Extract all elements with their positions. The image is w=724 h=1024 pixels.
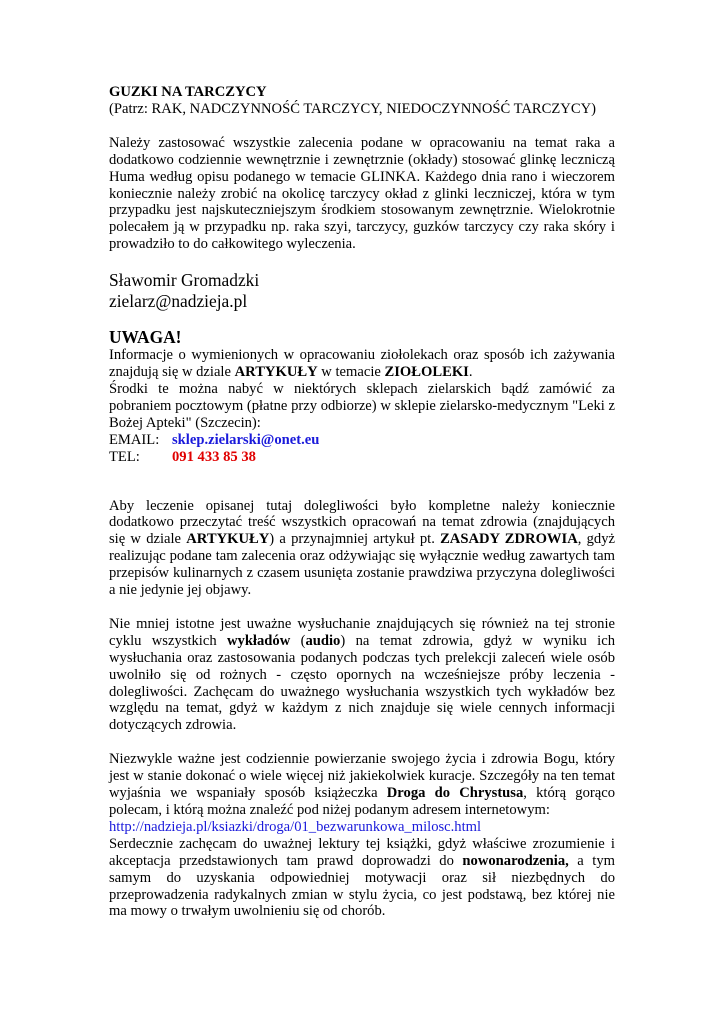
tel-row [109,449,615,466]
notice-heading: UWAGA! [109,327,182,348]
see-also-line: (Patrz: RAK, NADCZYNNOŚĆ TARCZYCY, NIEDOCZYNNOŚĆ TARCZYCY) [109,100,596,117]
herbal-topic-text: ZIOŁOLEKI [384,364,469,381]
author-name: Sławomir Gromadzki [109,270,260,291]
document-page [109,84,615,920]
intro-paragraph: Należy zastosować wszystkie zalecenia podane w opracowaniu na temat raka a dodatkowo codziennie wewnętrznie i zewnętrznie (okłady) stosować glinkę leczniczą Huma według opisu podanego w temacie GLINKA. Każdego dnia rano i wieczorem koniecznie należy zrobić na okolicę tarczycy okład z glinki leczniczej, która w tym przypadku jest najskuteczniejszym środkiem stosowanym zewnętrznie. Wielokrotnie polecałem ją w przypadku np. raka szyi, tarczycy, guzków tarczycy czy raka skóry i prowadziło to do całkowitego wyleczenia. [109,134,615,253]
notice-paragraph-shop: Środki te można nabyć w niektórych sklepach zielarskich bądź zamówić za pobraniem pocztowym (płatne przy odbiorze) w sklepie zielarsko-medycznym "Leki z Bożej Apteki" (Szczecin): [109,380,615,431]
articles-link-text: ARTYKUŁY [234,364,318,381]
document-title: GUZKI NA TARCZYCY [109,84,267,100]
complete-treatment-paragraph: Aby leczenie opisanej tutaj dolegliwości było kompletne należy koniecznie dodatkowo przeczytać treść wszystkich opracowań na temat zdrowia (znajdujących się w dziale ARTYKUŁY) a przynajmniej artykuł pt. ZASADY ZDROWIA, gdyż realizując podane tam zalecenia oraz odżywiając się wyłącznie według zawartych tam przepisów kulinarnych z czasem usunięta zostanie prawdziwa przyczyna dolegliwości a nie jedynie jej objawy. [109,497,615,599]
god-paragraph: Niezwykle ważne jest codziennie powierzanie swojego życia i zdrowia Bogu, który jest w stanie dokonać o wiele więcej niż jakiekolwiek kuracje. Szczegóły na ten temat wyjaśnia we wspaniały sposób książeczka Droga do Chrystusa, którą gorąco polecam, i którą można znaleźć pod niżej podanym adresem internetowym: [109,751,616,818]
shop-phone: 091 433 85 38 [172,448,256,465]
shop-email-link[interactable]: sklep.zielarski@onet.eu [172,431,320,448]
author-email: zielarz@nadzieja.pl [109,291,248,312]
email-row [109,432,615,449]
email-label: EMAIL: [109,431,160,448]
notice-paragraph-articles: Informacje o wymienionych w opracowaniu ziołolekach oraz sposób ich zażywania znajdują się w dziale ARTYKUŁY w temacie ZIOŁOLEKI. [109,347,615,381]
book-url-link[interactable]: http://nadzieja.pl/ksiazki/droga/01_bezwarunkowa_milosc.html [109,818,482,835]
tel-label: TEL: [109,448,140,465]
lectures-paragraph: Nie mniej istotne jest uważne wysłuchanie znajdujących się również na tej stronie cyklu wszystkich wykładów (audio) na temat zdrowia, gdyż w wyniku ich wysłuchania oraz zastosowania podanych podczas tych prelekcji zaleceń wiele osób uwolniło się od rożnych - często opornych na wcześniejsze próby leczenia - dolegliwości. Zachęcam do uważnego wysłuchania wszystkich tych wykładów bez względu na temat, gdyż w każdym z nich znajduje się wiele cennych informacji dotyczących zdrowia. [109,615,616,734]
encouragement-paragraph: Serdecznie zachęcam do uważnej lektury tej książki, gdyż właściwe zrozumienie i akceptacja przedstawionych tam prawd doprowadzi do nowonarodzenia, a tym samym do uzyskania odpowiedniej motywacji oraz sił niezbędnych do przeprowadzenia radykalnych zmian w stylu życia, co jest podstawą, bez której nie ma mowy o trwałym uwolnieniu się od chorób. [109,835,615,920]
